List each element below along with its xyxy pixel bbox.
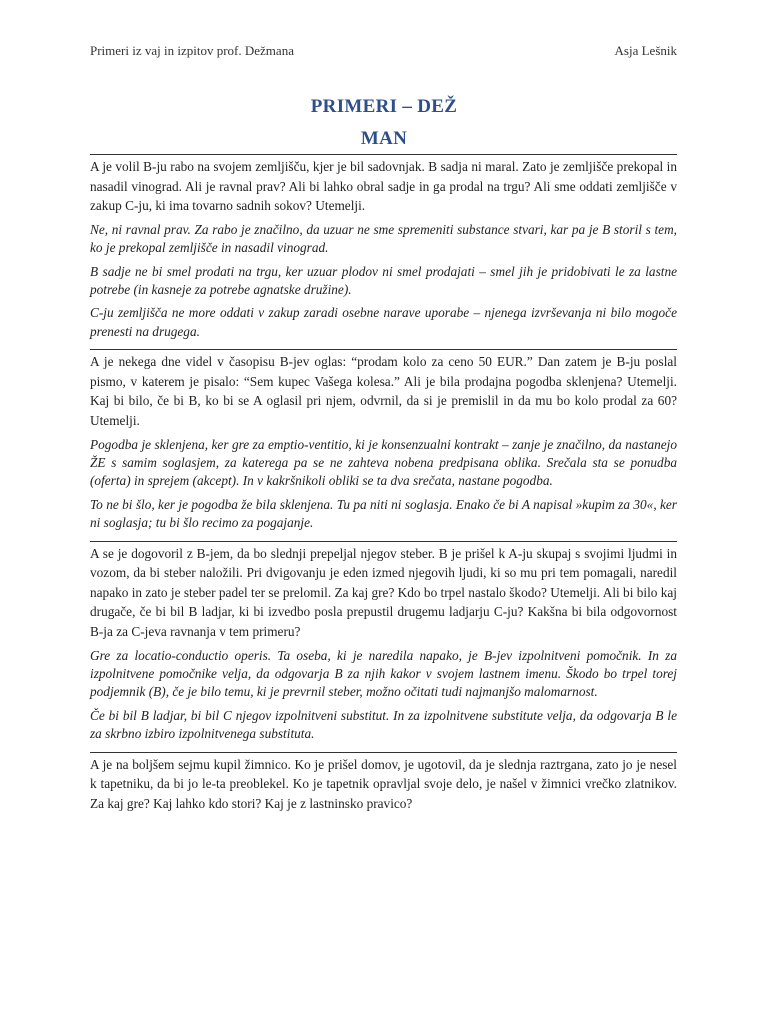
case-2-question: A je nekega dne videl v časopisu B-jev oglas: “prodam kolo za ceno 50 EUR.” Dan zatem je B-ju poslal pismo, v katerem je pisalo: “Sem kupec Vašega kolesa.” Ali je bila prodajna pogodba sklenjena? Utemelji. Kaj bi bilo, če bi B, ko bi se A oglasil pri njem, odvrnil, da si je premislil in da mu bo kolo prodal za 60? Utemelji. [90, 349, 677, 430]
page-header [90, 43, 677, 59]
case-3-answer-1: Gre za locatio-conductio operis. Ta oseba, ki je naredila napako, je B-jev izpolnitveni pomočnik. In za izpolnitvene pomočnike velja, da odgovarja B za njih kakor v svojem lastnem imenu. Škodo bo trpel torej podjemnik (B), če je bilo temu, ki je prevrnil steber, možno očitati tudi najmanjšo malomarnost. [90, 647, 677, 700]
case-3-answer-2: Če bi bil B ladjar, bi bil C njegov izpolnitveni substitut. In za izpolnitvene substitute velja, da odgovarja B le za skrbno izbiro izpolnitvenega substituta. [90, 707, 677, 742]
case-1-answer-2: B sadje ne bi smel prodati na trgu, ker uzuar plodov ni smel prodajati – smel jih je pridobivati le za lastne potrebe (in kasneje za potrebe agnatske družine). [90, 263, 677, 297]
case-2-answer-1: Pogodba je sklenjena, ker gre za emptio-ventitio, ki je konsenzualni kontrakt – zanje je značilno, da nastanejo ŽE s samim soglasjem, za katerega pa se ne zahteva nobena predpisana oblika. Srečala sta se ponudba (oferta) in sprejem (akcept). In v kakršnikoli obliki se ta dva srečata, nastane pogodba. [90, 436, 677, 489]
page-title-line-1: PRIMERI – DEŽ [310, 96, 458, 117]
header-author: Asja Lešnik [614, 43, 677, 58]
case-1-answer-1: Ne, ni ravnal prav. Za rabo je značilno, da uzuar ne sme spremeniti substance stvari, kar pa je B storil s tem, ko je prekopal zemljišče in nasadil vinograd. [90, 221, 677, 256]
header-left-text: Primeri iz vaj in izpitov prof. Dežmana [90, 43, 294, 58]
page-title-line-2: MAN [360, 128, 408, 149]
case-1-answer-3: C-ju zemljišča ne more oddati v zakup zaradi osebne narave uporabe – njenega izvrševanja ni bilo mogoče prenesti na drugega. [90, 305, 677, 339]
case-2-answer-2: To ne bi šlo, ker je pogodba že bila sklenjena. Tu pa niti ni soglasja. Enako če bi A napisal »kupim za 30«, ker ni soglasja; tu bi šlo recimo za pogajanje. [90, 496, 677, 531]
document-body [90, 154, 677, 813]
case-4-question: A je na boljšem sejmu kupil žimnico. Ko je prišel domov, je ugotovil, da je slednja raztrgana, zato jo je nesel k tapetniku, da bi jo le-ta preoblekel. Ko je tapetnik opravljal svoje delo, je našel v žimnici vrečko zlatnikov. Za kaj gre? Kaj lahko kdo stori? Kaj je z lastninsko pravico? [90, 752, 677, 814]
case-1-question: A je volil B-ju rabo na svojem zemljišču, kjer je bil sadovnjak. B sadja ni maral. Zato je zemljišče prekopal in nasadil vinograd. Ali je ravnal prav? Ali bi lahko obral sadje in ga prodal na trgu? Ali sme oddati zemljišče v zakup C-ju, ki ima tovarno sadnih sokov? Utemelji. [90, 154, 677, 216]
case-3-question: A se je dogovoril z B-jem, da bo slednji prepeljal njegov steber. B je prišel k A-ju skupaj s svojimi ljudmi in vozom, da bi steber naložili. Pri dvigovanju je eden izmed njegovih ljudi, ki so mu pri tem pomagali, naredil napako in zato je steber padel ter se prelomil. Za kaj gre? Kdo bo trpel nastalo škodo? Utemelji. Ali bi bilo kaj drugače, če bi bil B ladjar, ki bi izvedbo posla prepustil drugemu ladjarju C-ju? Kakšna bi bila odgovornost B-ja za C-jeva ravnanja v tem primeru? [90, 541, 677, 642]
